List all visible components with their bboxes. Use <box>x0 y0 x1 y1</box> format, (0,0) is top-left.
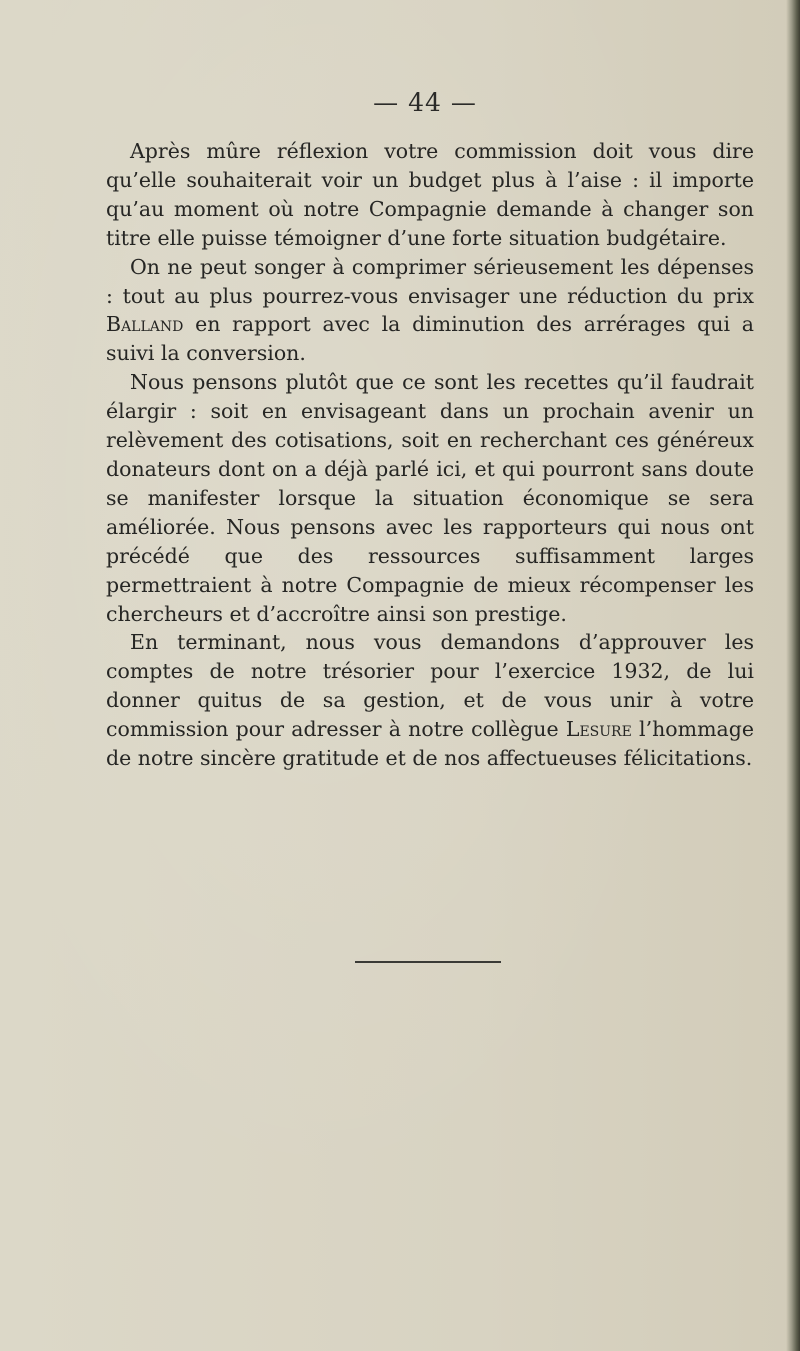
paragraph-text: On ne peut songer à comprimer sérieusement les dépenses : tout au plus pourrez-vous envisager une réduction du prix <box>106 254 754 308</box>
paragraph-4 <box>106 628 754 773</box>
paragraph-3 <box>106 368 754 628</box>
page-number: — 44 — <box>373 88 477 117</box>
paragraph-2 <box>106 253 754 369</box>
person-name: Lesure <box>565 717 632 742</box>
paragraph-text: en rapport avec la diminution des arrérages qui a suivi la conversion. <box>106 312 754 366</box>
paragraph-text: Après mûre réflexion votre commission doit vous dire qu’elle souhaiterait voir un budget plus à l’aise : il importe qu’au moment où notre Compagnie demande à changer son titre elle puisse témoigner d’une forte situation budgétaire. <box>106 139 754 250</box>
person-name: Balland <box>106 312 184 337</box>
paragraph-1 <box>106 137 754 253</box>
paragraph-text: Nous pensons plutôt que ce sont les recettes qu’il faudrait élargir : soit en envisageant dans un prochain avenir un relèvement des cotisations, soit en recherchant ces généreux donateurs dont on a déjà parlé ici, et qui pourront sans doute se manifester lorsque la situation économique se sera améliorée. Nous pensons avec les rapporteurs qui nous ont précédé que des ressources suffisamment larges permettraient à notre Compagnie de mieux récompenser les chercheurs et d’accroître ainsi son prestige. <box>106 370 754 626</box>
body-text <box>106 137 754 773</box>
paragraph-text: l’hommage de notre sincère gratitude et de nos affectueuses félicitations. <box>106 717 754 771</box>
section-divider <box>355 961 501 963</box>
paragraph-text: En terminant, nous vous demandons d’approuver les comptes de notre trésorier pour l’exercice 1932, de lui donner quitus de sa gestion, et de vous unir à votre commission pour adresser à notre collègue <box>106 630 754 742</box>
page-edge-shadow <box>786 0 800 1351</box>
